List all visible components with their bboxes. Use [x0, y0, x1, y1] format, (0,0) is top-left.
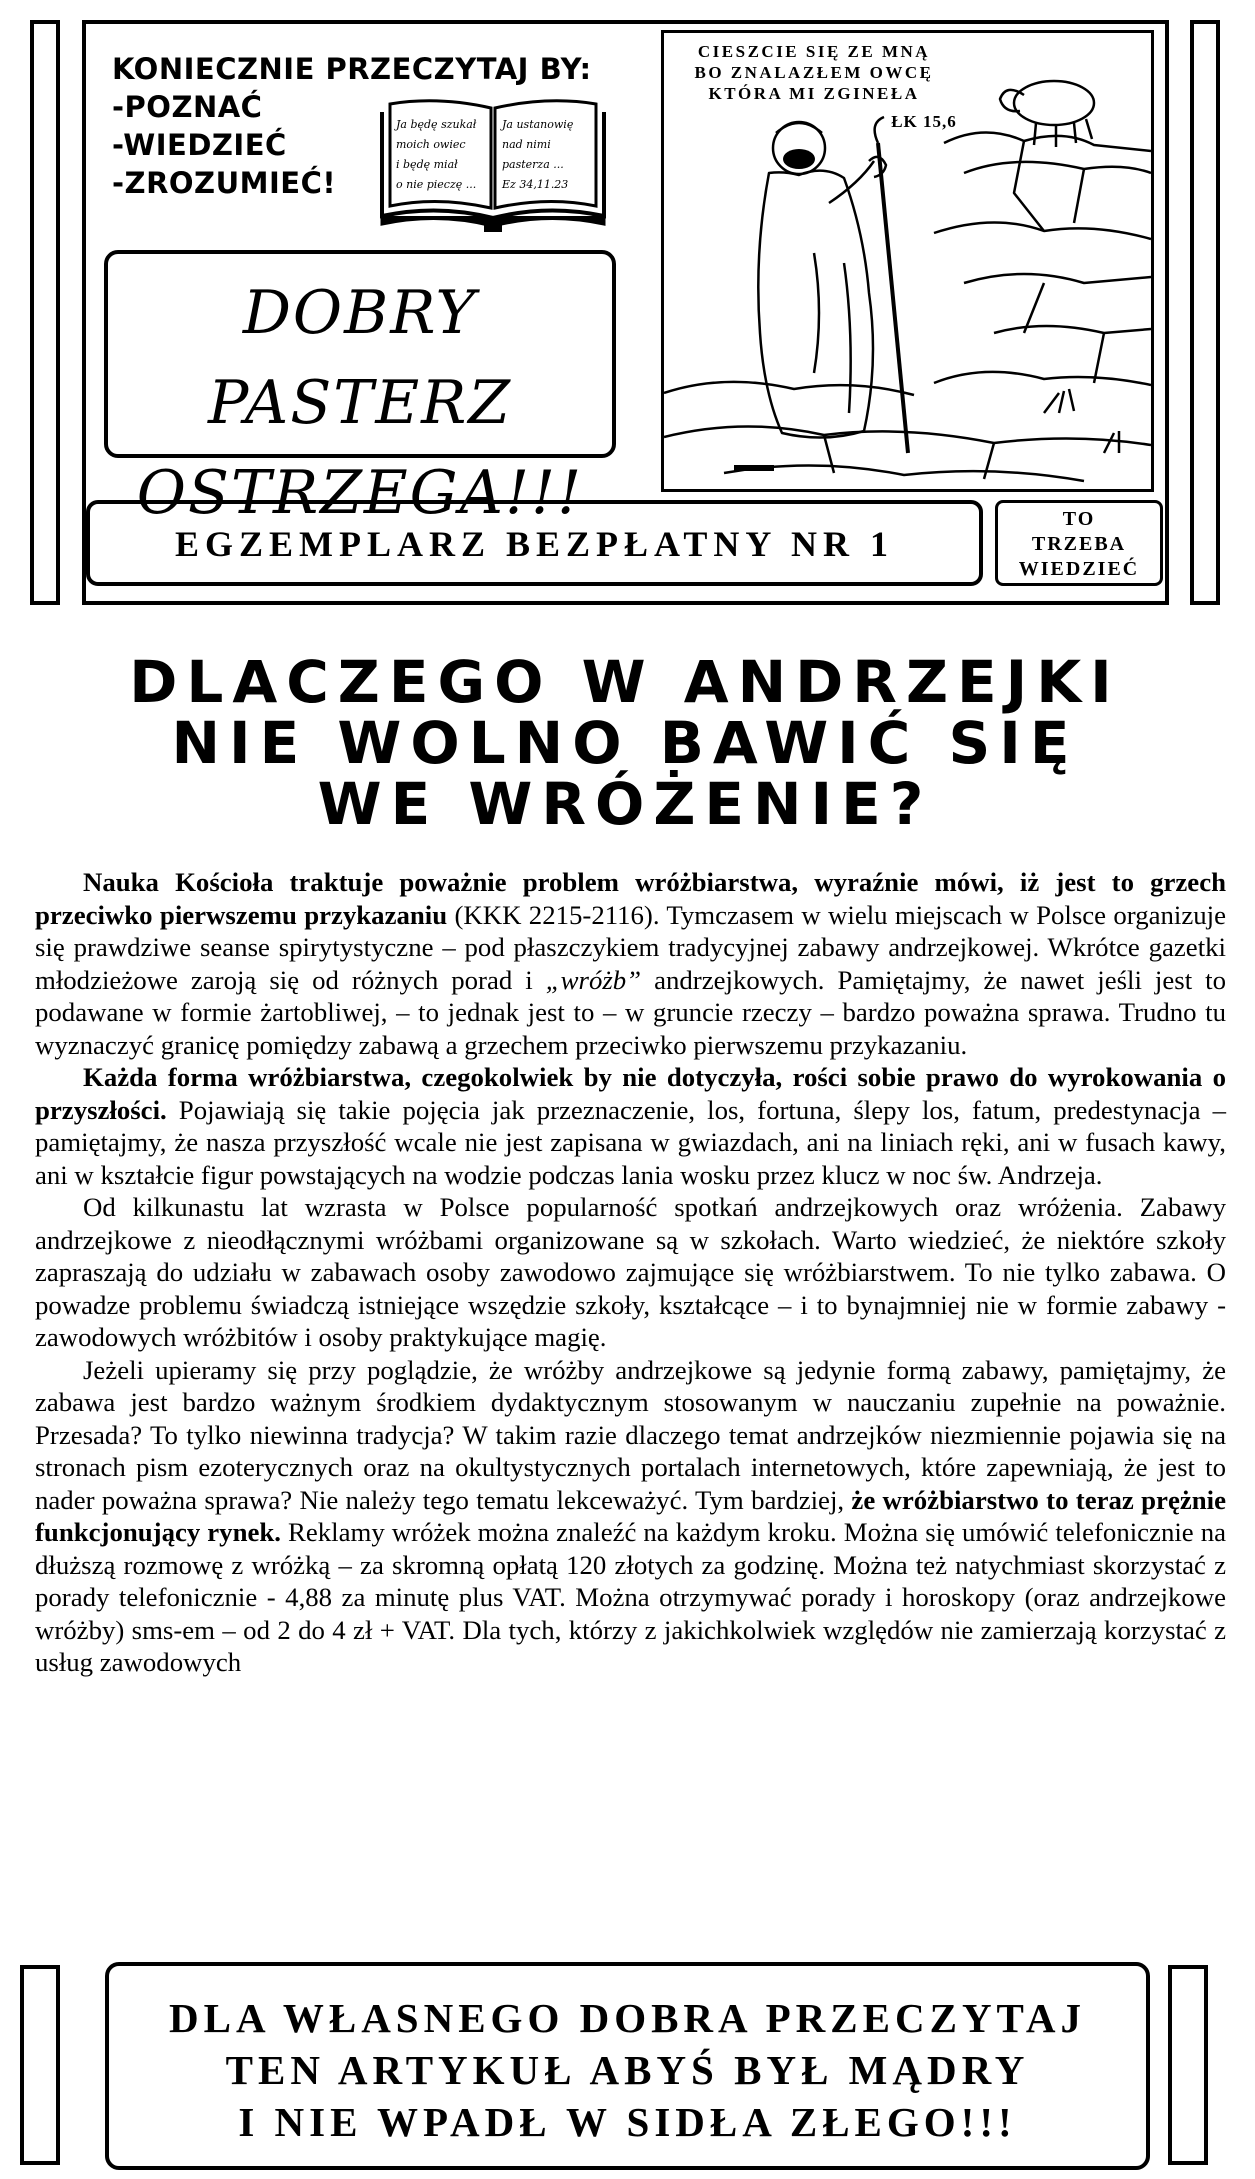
article-body	[35, 866, 1226, 1921]
bible-text-line: nad nimi	[502, 138, 551, 151]
open-bible-icon	[378, 92, 608, 232]
bible-text-line: Ez 34,11.23	[502, 178, 569, 191]
article-paragraph	[35, 866, 1226, 1061]
paragraph-text: Jeżeli upieramy się przy poglądzie, że wróżby andrzejkowe są jedynie formą zabawy, pamiętajmy, że zabawa jest bardzo ważnym środkiem dydaktycznym stosowanym w nauczaniu zupełnie na poważnie. Przesada? To tylko niewinna tradycja? W takim razie dlaczego temat andrzejków niezmiennie pojawia się na stronach pism ezoterycznych oraz na okultystycznych portalach internetowych, które zapewniają, że jest to nader poważna sprawa? Nie należy tego tematu lekceważyć. Tym bardziej,	[35, 1354, 1226, 1515]
footer-line: I NIE WPADŁ W SIDŁA ZŁEGO!!!	[238, 2099, 1017, 2145]
bible-text-line: pasterza ...	[502, 158, 564, 171]
footer-line: TEN ARTYKUŁ ABYŚ BYŁ MĄDRY	[225, 2047, 1030, 2093]
footer-line: DLA WŁASNEGO DOBRA PRZECZYTAJ	[169, 1995, 1086, 2041]
must-read-item: -POZNAĆ	[112, 90, 263, 124]
bible-text-line: Ja ustanowię	[502, 118, 574, 131]
shepherd-illustration	[661, 30, 1154, 492]
quote-text: „wróżb”	[545, 964, 642, 995]
page-title: DOBRY PASTERZ	[208, 278, 512, 438]
title-box	[104, 250, 616, 528]
paragraph-text: Reklamy wróżek można znaleźć na każdym kroku. Można się umówić telefonicznie na dłuższą rozmowę z wróżką – za skromną opłatą 120 złotych za godzinę. Można też natychmiast skorzystać z porady telefonicznie - 4,88 za minutę plus VAT. Można otrzymywać porady i horoskopy (oraz andrzejkowe wróżby) sms-em – od 2 do 4 zł + VAT. Dla tych, którzy z jakichkolwiek względów nie zamierzają korzystać z usług zawodowych	[35, 1517, 1226, 1677]
footer-left-bar	[20, 1965, 60, 2165]
caption-line: CIESZCIE SIĘ ZE MNĄ	[697, 42, 931, 61]
left-side-bar	[30, 20, 60, 605]
bible-text-line: Ja będę szukał	[396, 118, 477, 131]
headline	[30, 648, 1220, 838]
headline-line: WE WRÓŻENIE?	[317, 770, 933, 838]
caption-reference: ŁK 15,6	[891, 112, 957, 131]
emphasis-text: Każda forma wróżbiarstwa, czegokolwiek by nie dotyczyła, rości sobie prawo do wyrokowania o przyszłości.	[35, 1062, 1226, 1125]
page-subtitle: OSTRZEGA!!!	[136, 458, 584, 528]
caption-line: KTÓRA MI ZGINEŁA	[708, 84, 920, 103]
right-side-bar	[1190, 20, 1220, 605]
paragraph-text: Od kilkunastu lat wzrasta w Polsce popularność spotkań andrzejkowych oraz wróżenia. Zabawy andrzejkowe z nieodłącznymi wróżbami organizowane są w szkołach. Warto wiedzieć, że niektóre szkoły zapraszają do udziału w zabawach osoby zawodowo zajmujące się wróżbiarstwem. To nie tylko zabawa. O powadze problemu świadczą istniejące wszędzie szkoły, kształcące – i to bynajmniej nie w formie zabawy - zawodowych wróżbitów i osoby praktykujące magię.	[35, 1192, 1226, 1352]
free-copy-banner: EGZEMPLARZ BEZPŁATNY NR 1	[86, 500, 983, 586]
emphasis-text: Nauka Kościoła traktuje poważnie problem wróżbiarstwa, wyraźnie mówi, iż jest to grzech przeciwko pierwszemu przykazaniu	[35, 867, 1226, 930]
headline-line: NIE WOLNO BAWIĆ SIĘ	[171, 709, 1079, 777]
paragraph-text: Pojawiają się takie pojęcia jak przeznaczenie, los, fortuna, ślepy los, fatum, predestynacja – pamiętajmy, że nasza przyszłość wcale nie jest zapisana w gwiazdach, ani na liniach ręki, ani w fusach kawy, ani w kształcie figur powstających na wodzie podczas lania wosku przez klucz w noc św. Andrzeja.	[35, 1094, 1226, 1190]
must-know-line: TRZEBA	[1031, 533, 1127, 555]
must-read-item: -WIEDZIEĆ	[112, 128, 287, 162]
bible-text-line: i będę miał	[396, 158, 458, 171]
must-read-heading: KONIECZNIE PRZECZYTAJ BY:	[112, 52, 592, 86]
paragraph-text: andrzejkowych. Pamiętajmy, że nawet jeśli jest to podawane w formie żartobliwej, – to jednak jest to – w gruncie rzeczy – bardzo poważna sprawa. Trudno tu wyznaczyć granicę pomiędzy zabawą a grzechem przeciwko pierwszemu przykazaniu.	[35, 964, 1226, 1060]
article-paragraph	[35, 1354, 1226, 1679]
bible-text-line: moich owiec	[396, 138, 466, 151]
must-know-line: TO	[1062, 508, 1096, 530]
must-read-item: -ZROZUMIEĆ!	[112, 166, 337, 200]
headline-line: DLACZEGO W ANDRZEJKI	[129, 648, 1121, 716]
must-know-line: WIEDZIEĆ	[1018, 558, 1140, 580]
illustration-caption	[664, 41, 964, 104]
footer-right-bar	[1168, 1965, 1208, 2165]
caption-line: BO ZNALAZŁEM OWCĘ	[694, 63, 934, 82]
must-know-box	[995, 500, 1163, 586]
bible-text-line: o nie pieczę ...	[396, 178, 477, 191]
article-paragraph	[35, 1061, 1226, 1191]
emphasis-text: że wróżbiarstwo to teraz prężnie funkcjonujący rynek.	[35, 1484, 1226, 1547]
paragraph-text: (KKK 2215-2116). Tymczasem w wielu miejscach w Polsce organizuje się prawdziwe seanse spirytystyczne – pod płaszczykiem tradycyjnej zabawy andrzejkowej. Wkrótce gazetki młodzieżowe zaroją się od różnych porad i	[35, 899, 1226, 995]
article-paragraph	[35, 1191, 1226, 1354]
footer-callout	[105, 1962, 1150, 2170]
